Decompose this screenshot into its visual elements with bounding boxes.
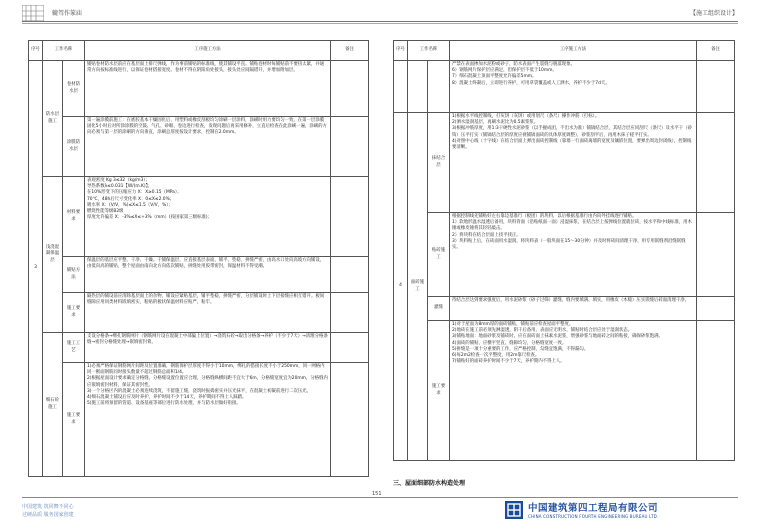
tile-group-label: 面砖施工 bbox=[408, 113, 428, 461]
joint-method-text: 待结合层达到要求强度后，用水泥砂浆（砂子过筛）灌缝，缝内要填满、填实，用橡皮（木槌）压实嵌缝后砖面清理干净。 bbox=[450, 297, 697, 321]
footer-company-name-en: CHINA CONSTRUCTION FOURTH ENGINEERING BUREAU LTD. bbox=[528, 514, 659, 519]
coating-method-text: 第一遍涂膜前施工：在底胶基本干燥固化后，用塑料或橡皮刮板均匀涂刷一层涂料，涂刷时用力要均匀一致，在第一层涂膜固化5小时后对所涂涂膜的空鼓、气孔、砂眼、卷边进行检查，发现问题后再采用修补，立直后检查在此涂刷一遍，涂刷的方向必须与第一层的涂刷的方向垂直，涂刷总厚度按设计要求，控制在2.0mm。 bbox=[85, 117, 331, 177]
note-cell bbox=[697, 297, 735, 321]
table-row bbox=[29, 333, 369, 363]
col-header-content: 工序施工方法 bbox=[450, 41, 697, 61]
table-row bbox=[29, 257, 369, 293]
paste-type-label: 贴砖施工 bbox=[428, 213, 450, 297]
material-line: 厚度允许偏差 X：-3%≤X≤+3%（mm）(按国家第三级标准)； bbox=[87, 215, 212, 221]
material-requirements bbox=[85, 177, 331, 257]
empty-group-cell bbox=[408, 61, 428, 113]
stick-type-label: 抹结合层 bbox=[428, 113, 450, 213]
table-row bbox=[394, 321, 735, 461]
req-line: 4)细石混凝土铺设后应及时养护，养护时间不少于14天，养护期间不得上人踩踏。 bbox=[87, 395, 247, 401]
section-heading: 三、屋面细部防水构造处理 bbox=[393, 480, 466, 487]
tile-req-line: 3)铺贴地面：地面砂浆及铺砖时，应在面砖面上抹素水泥浆，增强砂浆与地面砖之间的粘接，确保砂浆饱满。 bbox=[452, 334, 663, 340]
header-section-title: 【施工组织设计】 bbox=[689, 10, 738, 17]
col-header-seq: 序号 bbox=[29, 41, 43, 61]
req-line: 2)根据屋面设计要求确定分格缝，分格缝设置位置应合理，分格缝纵横间距不宜大于6m，分格缝宽度宜为20mm，分格缝内应嵌填密封材料，保证其密封性。 bbox=[87, 376, 328, 388]
header-divider bbox=[22, 21, 738, 22]
continuation-line: 8）混凝土终凝后，立即进行养护，可用草袋覆盖或人工洒水，养护不少于7d天。 bbox=[452, 80, 610, 86]
footer-company-name: 中国建筑第四工程局有限公司 bbox=[528, 503, 659, 514]
empty-seq-cell bbox=[394, 61, 408, 113]
table-row bbox=[394, 113, 735, 213]
continuation-line: 7）细石混凝土顶面平整度允许偏差5mm。 bbox=[452, 74, 537, 80]
row-seq: 4 bbox=[394, 113, 408, 461]
table-row bbox=[29, 293, 369, 333]
footer-slogan bbox=[22, 503, 74, 519]
row-seq: 3 bbox=[29, 61, 43, 477]
col-header-note: 备注 bbox=[331, 41, 369, 61]
table-row bbox=[394, 213, 735, 297]
note-cell bbox=[331, 293, 369, 333]
col-header-content: 工序施工方法 bbox=[85, 41, 331, 61]
req-type-label: 施工要求 bbox=[63, 363, 85, 477]
construction-method-text: 隔热层的铺设前应清除基层面上的杂物，铺设应紧贴基层，铺平垫稳，拼缝严密，分层铺设时上下层接缝应相互错开。板间缝隙应用同类材料嵌填密实，粘贴的板状保温材料应贴严、粘牢。 bbox=[85, 293, 331, 333]
continuation-line: 严禁在表面掺加水泥粉或砂子，防水表面产生裂缝与脱落现象。 bbox=[452, 62, 575, 67]
note-cell bbox=[331, 363, 369, 477]
note-cell bbox=[697, 213, 735, 297]
req-method-text bbox=[85, 363, 331, 477]
header-doc-title: 辘驾作篆庙 bbox=[52, 10, 83, 17]
header-divider-thin bbox=[22, 23, 738, 24]
process-type-label: 施工工艺 bbox=[63, 333, 85, 363]
footer-slogan-line: 中国建筑 筑同舞不同心 bbox=[22, 504, 74, 510]
right-construction-table bbox=[393, 40, 735, 461]
table-row bbox=[29, 61, 369, 117]
coil-method-text: 铺贴卷材防水层前应在基层面上排尺弹线，作为事前铺贴的标准线，使其铺设平直。铺贴卷材时每铺贴前不要扭太紧，并通常方向按标准线进行，以保证卷材搭接宽度。卷材不得在阴阳角处接头，接头处应间隔错开，并增加附加层。 bbox=[85, 61, 331, 117]
col-header-type: 工作名称 bbox=[408, 41, 450, 61]
coil-type-label: 卷材防水层 bbox=[63, 61, 85, 117]
tile-req-method-text bbox=[450, 321, 697, 461]
tile-req-line: 7)铺贴好的面砖养护时间不少于7天，养护期内不得上人。 bbox=[452, 359, 565, 365]
footer-divider bbox=[22, 497, 738, 498]
col-header-type: 工作名称 bbox=[43, 41, 85, 61]
tile-req-line: 1)对于屋面为8mm厚的面砖铺贴，铺贴前应检查屋面平整度。 bbox=[452, 322, 574, 327]
stick-line: 2)洒水湿润基层，再刷水泥比为0.5素浆浆。 bbox=[452, 120, 539, 126]
material-line: 70℃，48h后尺寸变化率 X：0≤X≤2.0%； bbox=[87, 196, 175, 202]
paste-line: 根据控制线先铺贴好左右靠边基准行（板团）的块料，以后根据基准行由内向外挂线逐行铺贴。 bbox=[452, 214, 637, 219]
joint-type-label: 灌缝 bbox=[428, 297, 450, 321]
material-line: 吸水率 X：(V/V，%)≤X≤1.5（V/V，%）； bbox=[87, 202, 173, 208]
req-line: 3)一个分格区内的混凝土必须连续浇筑，不留施工缝，浇筑时振捣密实并压光抹平，在混凝土初凝前进行二次压光。 bbox=[87, 388, 312, 394]
laying-method-text: 保温层的基层应平整、干净、干燥。干铺保温层，应直接基层表面，铺平、垫稳，拼缝严密，由高水口处向高坡方向铺设，由低向高的铺贴，整个屋面由南向北方向依次铺贴，拼缝处用胶带密封，保温材料不得受潮。 bbox=[85, 257, 331, 293]
coating-type-label: 涂膜防水层 bbox=[63, 117, 85, 177]
material-line: 燃烧性能等级B2级 bbox=[87, 209, 124, 215]
table-row bbox=[394, 297, 735, 321]
continuation-text bbox=[450, 61, 697, 113]
table-row bbox=[29, 117, 369, 177]
process-method-text: 支设分格条→绑扎钢筋网片（钢筋网片设在混凝土中部偏上位置）→浇筑石砼→取出分格条→养护（不少于7天）→清理分格条缝→密封分格缝处理→嵌填密封膏。 bbox=[85, 333, 331, 363]
cscec-logo-icon bbox=[505, 501, 523, 519]
paste-line: 3）块料贴上后，在砖面用水湿润，将块料表（一般块面在15～30分钟）并及时将砖间清理干净，用专用嵌缝剂沿缝嵌缝实。 bbox=[452, 238, 686, 251]
paste-line: 2）将块料在结合层面上找平找正。 bbox=[452, 232, 521, 238]
paste-line: 1）软地形温水湿透后备用，块料背面（沿贴纸面一面）浸湿抹浆，在结合层上按弹线位置就位砖，按水平和中线标准，用木锤或橡皮锤将其轻轻敲击。 bbox=[452, 220, 692, 232]
col-header-note: 备注 bbox=[697, 41, 735, 61]
req-line: 5)施工前将预留的管道、设备基座等部位进行防水处理，并与防水层做好衔接。 bbox=[87, 401, 241, 407]
note-cell bbox=[331, 61, 369, 117]
stick-line: 4)对照中心线（十字线）在结合层面上弹出面砖控制线（靠墙一行面砖离墙的宽度及镶嵌位置，要弹出周边封闭线），控制线要清晰。 bbox=[452, 138, 692, 151]
table-header-row bbox=[394, 41, 735, 61]
material-type-label: 材料要求 bbox=[63, 177, 85, 257]
page-number: 151 bbox=[372, 491, 382, 497]
waterproof-group-label: 防水层施工 bbox=[43, 61, 63, 177]
note-cell bbox=[697, 113, 735, 213]
material-line: 在10%形变下的压缩应力 X：X≥0.15（MPa）； bbox=[87, 190, 182, 196]
stick-method-text bbox=[450, 113, 697, 213]
material-line: 表观密度 Kg 3≤32（kg/m3）； bbox=[87, 178, 150, 183]
table-row bbox=[29, 363, 369, 477]
stick-line: 3)根据冲筋厚度，用1:3干硬性水泥砂浆（以手握成团，不出水为准）铺镐结合层，其结合层应同刮尺（条尺）及水平干（砂钩）压平打实（铺镐结合层的厚度应视铺镐面砖的具体厚度调整），砂浆刮平后，再用木抹子槎平打实。 bbox=[452, 126, 692, 138]
empty-type-cell bbox=[428, 61, 450, 113]
note-cell bbox=[697, 61, 735, 113]
material-line: 导热系数λ≤0.031【W/(m.K)】； bbox=[87, 184, 153, 190]
stick-line: 1)根据水平线控制线，打灰饼（灰饼）或用划尺（条尺）操作冲筋（打标）。 bbox=[452, 114, 600, 119]
page-header bbox=[0, 0, 760, 24]
table-row bbox=[394, 61, 735, 113]
table-header-row bbox=[29, 41, 369, 61]
note-cell bbox=[331, 117, 369, 177]
footer-slogan-line: 过硬品质 服务国家创建 bbox=[22, 512, 74, 518]
left-construction-table bbox=[28, 40, 369, 477]
tile-req-line: 4)面砖的铺贴，应横平竖直、缝隙均匀，分格缝宽度一致。 bbox=[452, 340, 567, 346]
note-cell bbox=[697, 321, 735, 461]
roof-group-label: 细石砼施工 bbox=[43, 333, 63, 477]
table-row bbox=[29, 177, 369, 257]
tile-req-type-label: 施工要求 bbox=[428, 321, 450, 461]
company-logo-icon bbox=[22, 5, 44, 21]
col-header-seq: 序号 bbox=[394, 41, 408, 61]
tile-req-line: 5)拼缝是一项十分重要的工作，应严格控制，勾缝宜饱满，不得漏勾。 bbox=[452, 346, 589, 352]
paste-method-text bbox=[450, 213, 697, 297]
req-line: 1)必须严格保证钢筋网片间距及位置准确，钢筋保护层厚度不得小于10mm，绑扎的搭接长度不小于250mm，同一网格内同一断面钢筋同时接头数量不超过钢筋总面积1/4。 bbox=[87, 364, 325, 376]
note-cell bbox=[331, 177, 369, 257]
construction-type-label: 施工要求 bbox=[63, 293, 85, 333]
insulation-group-label: 浅浇混凝保温层 bbox=[43, 177, 63, 333]
note-cell bbox=[331, 333, 369, 363]
laying-type-label: 铺贴方法 bbox=[63, 257, 85, 293]
note-cell bbox=[331, 257, 369, 293]
tile-req-line: 6)每2m2检查一次平整度，用2m靠尺检查。 bbox=[452, 353, 540, 359]
tile-req-line: 2)地砖在施工前必须先淋湿透，阴干后备用，表面应无明水，铺贴时结合层应处于湿润状态。 bbox=[452, 328, 633, 334]
continuation-line: 6）钢筋网片保护层应满足，但保护层不低于10mm。 bbox=[452, 68, 557, 74]
